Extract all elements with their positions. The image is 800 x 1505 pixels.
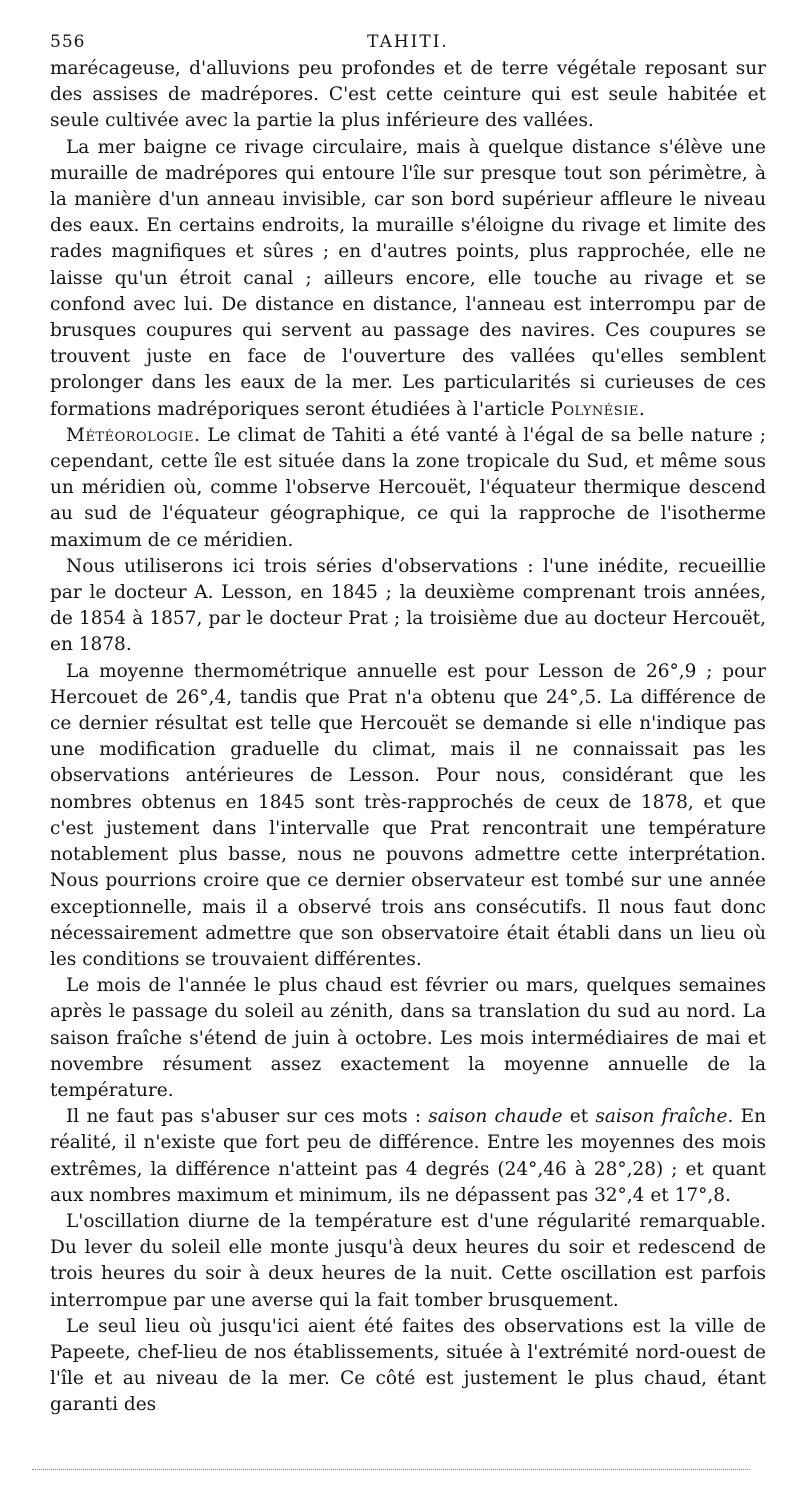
running-title: TAHITI. xyxy=(367,32,449,52)
body-text xyxy=(50,56,766,1419)
paragraph-6-text: Le mois de l'année le plus chaud est février ou mars, quelques semaines après le passage du soleil au zénith, dans sa translation du sud au nord. La saison fraîche s'étend de juin à octobre. Les mois intermédiaires de mai et novembre résument assez exactement la moyenne annuelle de la température. xyxy=(50,975,766,1101)
paragraph-8 xyxy=(50,1209,766,1314)
paragraph-3-text: Le climat de Tahiti a été vanté à l'égal de sa belle nature ; cependant, cette île est située dans la zone tropicale du Sud, et même sous un méridien où, comme l'observe Hercouët, l'équateur thermique descend au sud de l'équateur géographique, ce qui la rapproche de l'isotherme maximum de ce méridien. xyxy=(50,424,766,551)
paragraph-9 xyxy=(50,1314,766,1419)
paragraph-7-text-before: Il ne faut pas s'abuser sur ces mots : xyxy=(66,1106,429,1128)
page-header xyxy=(50,32,766,56)
section-heading-meteorologie: Météorologie. xyxy=(66,424,201,446)
page-number: 556 xyxy=(50,32,86,52)
paragraph-6 xyxy=(50,973,766,1104)
paragraph-3 xyxy=(50,423,766,554)
paragraph-8-text: L'oscillation diurne de la température est d'une régularité remarquable. Du lever du soleil elle monte jusqu'à deux heures du soir et redescend de trois heures du soir à deux heures de la nuit. Cette oscillation est parfois interrompue par une averse qui la fait tomber brusquement. xyxy=(50,1210,766,1311)
paragraph-1-text: marécageuse, d'alluvions peu profondes et de terre végétale reposant sur des assises de madrépores. C'est cette ceinture qui est seule habitée et seule cultivée avec la partie la plus inférieure des vallées. xyxy=(50,58,766,132)
document-page xyxy=(50,32,766,1419)
saison-fraiche-term: saison fraîche xyxy=(595,1106,728,1128)
paragraph-4-text: Nous utiliserons ici trois séries d'observations : l'une inédite, recueillie par le docteur A. Lesson, en 1845 ; la deuxième comprenant trois années, de 1854 à 1857, par le docteur Prat ; la troisième due au docteur Hercouët, en 1878. xyxy=(50,555,766,656)
paragraph-5 xyxy=(50,659,766,973)
polynesie-reference: Polynésie. xyxy=(550,398,646,420)
paragraph-7-text-after: . En réalité, il n'existe que fort peu de différence. Entre les moyennes des mois extrêmes, la différence n'atteint pas 4 degrés (24°,46 à 28°,28) ; et quant aux nombres maximum et minimum, ils ne dépassent pas 32°,4 et 17°,8. xyxy=(50,1106,766,1206)
paragraph-5-text: La moyenne thermométrique annuelle est pour Lesson de 26°,9 ; pour Hercouet de 26°,4, tandis que Prat n'a obtenu que 24°,5. La différence de ce dernier résultat est telle que Hercouët se demande si elle n'indique pas une modification graduelle du climat, mais il ne connaissait pas les observations antérieures de Lesson. Pour nous, considérant que les nombres obtenus en 1845 sont très-rapprochés de ceux de 1878, et que c'est justement dans l'intervalle que Prat rencontrait une température notablement plus basse, nous ne pouvons admettre cette interprétation. Nous pourrions croire que ce dernier observateur est tombé sur une année exceptionnelle, mais il a observé trois ans consécutifs. Il nous faut donc nécessairement admettre que son observatoire était établi dans un lieu où les conditions se trouvaient différentes. xyxy=(50,660,766,970)
paragraph-1 xyxy=(50,56,766,135)
paragraph-9-text: Le seul lieu où jusqu'ici aient été faites des observations est la ville de Papeete, chef-lieu de nos établissements, située à l'extrémité nord-ouest de l'île et au niveau de la mer. Ce côté est justement le plus chaud, étant garanti des xyxy=(50,1315,766,1416)
paragraph-2 xyxy=(50,135,766,423)
paragraph-4 xyxy=(50,554,766,659)
saison-chaude-term: saison chaude xyxy=(428,1106,563,1128)
paragraph-2-text: La mer baigne ce rivage circulaire, mais à quelque distance s'élève une muraille de madrépores qui entoure l'île sur presque tout son périmètre, à la manière d'un anneau invisible, car son bord supérieur affleure le niveau des eaux. En certains endroits, la muraille s'éloigne du rivage et limite des rades magnifiques et sûres ; en d'autres points, plus rapprochée, elle ne laisse qu'un étroit canal ; ailleurs encore, elle touche au rivage et se confond avec lui. De distance en distance, l'anneau est interrompu par de brusques coupures qui servent au passage des navires. Ces coupures se trouvent juste en face de l'ouverture des vallées qu'elles semblent prolonger dans les eaux de la mer. Les particularités si curieuses de ces formations madréporiques seront étudiées à l'article xyxy=(50,136,766,420)
paragraph-7 xyxy=(50,1104,766,1209)
footer-dotted-rule xyxy=(32,1469,750,1470)
paragraph-7-text-middle: et xyxy=(562,1106,596,1128)
